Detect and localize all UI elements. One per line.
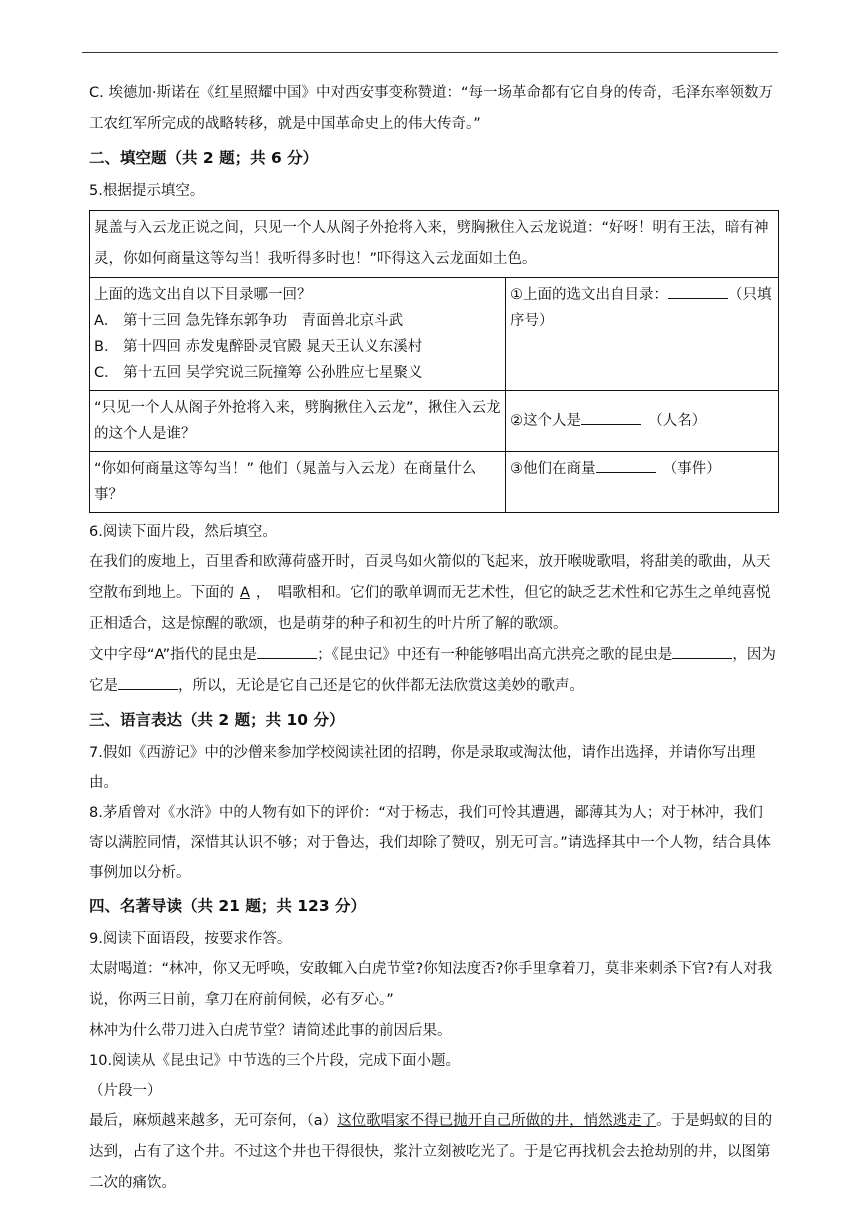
q9-passage: 太尉喝道：“林冲，你又无呼唤，安敢辄入白虎节堂?你知法度否?你手里拿着刀，莫非来刺杀下官?有人对我说，你两三日前，拿刀在府前伺候，必有歹心。” (89, 961, 773, 1008)
q6-q-part2: ；《昆虫记》中还有一种能够唱出高亢洪亮之歌的昆虫是 (317, 647, 673, 663)
q5-option-a: A． 第十三回 急先锋东郭争功 青面兽北京斗武 (94, 313, 404, 329)
q5-title: 5.根据提示填空。 (89, 183, 205, 199)
q5-row2-right (506, 391, 779, 452)
q5-option-c: C． 第十五回 吴学究说三阮撞筹 公孙胜应七星聚义 (94, 365, 423, 381)
q5-row3-question: “你如何商量这等勾当！” 他们（晁盖与入云龙）在商量什么事？ (90, 452, 506, 513)
q9-title: 9.阅读下面语段，按要求作答。 (89, 931, 292, 947)
q6-passage-part2: ， 唱歌相和。它们的歌单调而无艺术性，但它的缺乏艺术性和它苏生之单纯喜悦正相适合，这是惊醒的歌颂，也是萌芽的种子和初生的叶片所了解的歌颂。 (89, 585, 771, 632)
q6-question (89, 640, 777, 702)
section-4-heading: 四、名著导读（共 21 题；共 123 分） (89, 897, 367, 915)
section-2-heading: 二、填空题（共 2 题；共 6 分） (89, 149, 319, 167)
q6-letter-a: A (240, 585, 250, 601)
q6-title: 6.阅读下面片段，然后填空。 (89, 524, 277, 540)
q5-row1-left (90, 278, 506, 391)
q10-text-part1: 最后，麻烦越来越多，无可奈何，（a） (89, 1113, 338, 1129)
q5-row1-right (506, 278, 779, 391)
q5-answer2-blank[interactable] (581, 410, 641, 425)
q5-option-b: B． 第十四回 赤发鬼醉卧灵官殿 晁天王认义东溪村 (94, 339, 423, 355)
q6-blank-3[interactable] (118, 675, 178, 690)
q10-fragment1-text (89, 1106, 777, 1199)
q5-answer2-note: （人名） (655, 413, 707, 429)
q6-blank-1[interactable] (257, 644, 317, 659)
q5-answer2-label: ②这个人是 (510, 413, 581, 429)
q5-passage: 晁盖与入云龙正说之间，只见一个人从阁子外抢将入来，劈胸揪住入云龙说道：“好呀！明有王法，暗有神灵，你如何商量这等勾当！我听得多时也！”吓得这入云龙面如土色。 (90, 211, 779, 278)
q5-answer1-blank[interactable] (668, 284, 728, 299)
q5-row2-question: “只见一个人从阁子外抢将入来，劈胸揪住入云龙”，揪住入云龙的这个人是谁？ (90, 391, 506, 452)
q5-answer1-label: ①上面的选文出自目录： (510, 287, 668, 303)
q5-row1-question: 上面的选文出自以下目录哪一回？ (94, 287, 312, 303)
q5-answer1-note: （只填序号） (510, 287, 772, 329)
content (89, 78, 777, 1199)
q10-title: 10.阅读从《昆虫记》中节选的三个片段，完成下面小题。 (89, 1053, 461, 1069)
q5-table (89, 210, 779, 513)
q10-fragment1-label: （片段一） (89, 1083, 162, 1099)
q5-answer3-label: ③他们在商量 (510, 461, 596, 477)
q5-row3-right (506, 452, 779, 513)
q9-question: 林冲为什么带刀进入白虎节堂？请简述此事的前因后果。 (89, 1023, 452, 1039)
q5-answer3-blank[interactable] (596, 458, 656, 473)
q7-text: 7.假如《西游记》中的沙僧来参加学校阅读社团的招聘，你是录取或淘汰他，请作出选择，并请你写出理由。 (89, 745, 756, 791)
header-rule (82, 52, 778, 53)
q10-text-part2: 。于是蚂蚁的目的达到，占有了这个井。不过这个井也干得很快，浆汁立刻被吃光了。于是它再找机会去抢劫别的井，以图第二次的痛饮。 (89, 1113, 773, 1191)
q6-passage-part1: 在我们的废地上，百里香和欧薄荷盛开时，百灵鸟如火箭似的飞起来，放开喉咙歌唱，将甜美的歌曲，从天空散布到地上。下面的 (89, 554, 771, 601)
q8-text: 8.茅盾曾对《水浒》中的人物有如下的评价：“对于杨志，我们可怜其遭遇，鄙薄其为人；对于林冲，我们寄以满腔同情，深惜其认识不够；对于鲁达，我们却除了赞叹，别无可言。”请选择其中一个人物，结合具体事例加以分析。 (89, 805, 771, 881)
section-3-heading: 三、语言表达（共 2 题；共 10 分） (89, 711, 345, 729)
q6-q-part1: 文中字母“A”指代的昆虫是 (89, 647, 258, 663)
q6-blank-2[interactable] (672, 644, 732, 659)
q10-underlined-sentence: 这位歌唱家不得已抛开自己所做的井，悄然逃走了 (337, 1113, 657, 1129)
q6-q-part4: ，所以，无论是它自己还是它的伙伴都无法欣赏这美妙的歌声。 (178, 678, 584, 694)
option-c-text: C. 埃德加·斯诺在《红星照耀中国》中对西安事变称赞道：“每一场革命都有它自身的传奇，毛泽东率领数万工农红军所完成的战略转移，就是中国革命史上的伟大传奇。” (89, 85, 773, 132)
q6-q-part3: ，因为它是 (89, 647, 776, 694)
q6-passage (89, 547, 777, 640)
q5-answer3-note: （事件） (670, 461, 721, 477)
